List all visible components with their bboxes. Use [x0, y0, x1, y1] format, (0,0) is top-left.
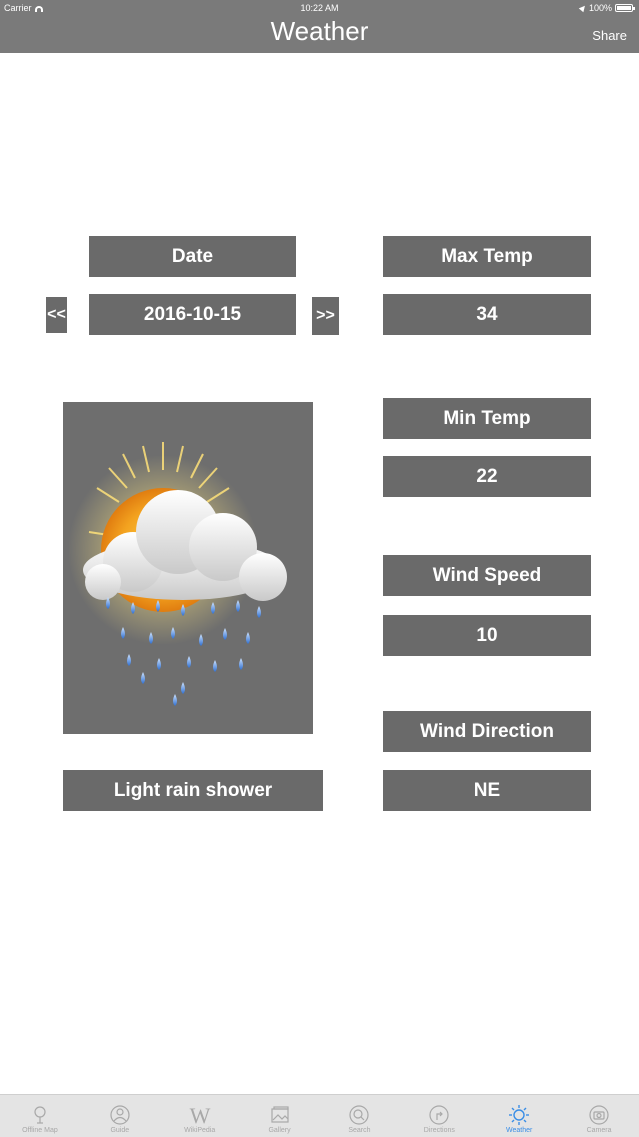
wind-direction-value: NE: [383, 770, 591, 811]
weather-condition-image: [63, 402, 313, 734]
directions-icon: [428, 1104, 450, 1126]
tab-weather[interactable]: Weather: [479, 1095, 559, 1137]
date-label: Date: [89, 236, 296, 277]
weather-condition-label: Light rain shower: [63, 770, 323, 811]
max-temp-value: 34: [383, 294, 591, 335]
svg-text:W: W: [189, 1104, 211, 1126]
tab-directions[interactable]: Directions: [399, 1095, 479, 1137]
status-carrier: Carrier: [4, 3, 43, 13]
search-icon: [348, 1104, 370, 1126]
tab-wikipedia[interactable]: W WikiPedia: [184, 1104, 216, 1134]
min-temp-label: Min Temp: [383, 398, 591, 439]
date-value: 2016-10-15: [89, 294, 296, 335]
min-temp-value: 22: [383, 456, 591, 497]
share-button[interactable]: Share: [592, 28, 627, 43]
tab-guide[interactable]: Guide: [80, 1095, 160, 1137]
tab-offline-map[interactable]: Offline Map: [0, 1095, 80, 1137]
location-arrow-icon: [579, 4, 587, 12]
map-pin-icon: [29, 1104, 51, 1126]
previous-date-button[interactable]: <<: [46, 297, 67, 333]
person-icon: [109, 1104, 131, 1126]
tab-search[interactable]: Search: [320, 1095, 400, 1137]
wind-direction-label: Wind Direction: [383, 711, 591, 752]
camera-icon: [588, 1104, 610, 1126]
wind-speed-value: 10: [383, 615, 591, 656]
tab-bar: [0, 1094, 639, 1137]
next-date-button[interactable]: >>: [312, 297, 339, 335]
wind-speed-label: Wind Speed: [383, 555, 591, 596]
navigation-bar: [0, 0, 639, 53]
tab-gallery[interactable]: Gallery: [240, 1095, 320, 1137]
status-battery: 100%: [580, 3, 633, 13]
page-title: Weather: [270, 16, 369, 46]
tab-camera[interactable]: Camera: [559, 1095, 639, 1137]
status-time: 10:22 AM: [300, 3, 339, 13]
battery-icon: [615, 4, 633, 12]
sun-cloud-rain-icon: [63, 402, 313, 734]
gallery-icon: [269, 1104, 291, 1126]
wikipedia-icon: [189, 1104, 211, 1126]
max-temp-label: Max Temp: [383, 236, 591, 277]
sun-icon: [508, 1104, 530, 1126]
